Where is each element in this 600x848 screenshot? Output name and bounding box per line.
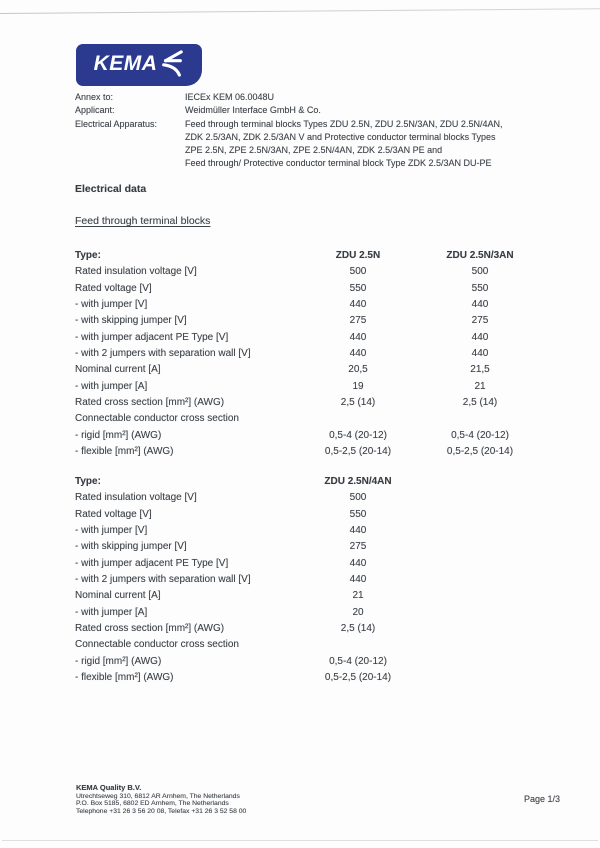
section-title: Electrical data [75,183,147,195]
electrical-data-table-2 [75,474,545,686]
header-row [75,131,502,144]
table-row [75,264,545,280]
table-row [75,248,545,264]
row-value-col1: 440 [349,348,367,360]
table-row [75,637,545,653]
row-value-col1: 0,5-4 (20-12) [329,429,387,441]
header-label [75,144,185,157]
row-value-col2 [419,637,541,653]
row-value-col2 [419,572,541,588]
row-value-col2 [419,654,541,670]
row-value-col2 [419,411,541,427]
header-value: Feed through terminal blocks Types ZDU 2.5N, ZDU 2.5N/3AN, ZDU 2.5N/4AN, [185,118,503,129]
footer-phone-line: Telephone +31 26 3 56 20 08, Telefax +31 26 3 52 58 00 [76,807,247,815]
row-value-col2: 440 [471,348,489,360]
table-row [75,507,545,523]
row-value-col2 [419,523,541,539]
table-row [75,330,545,346]
table-row [75,588,545,604]
row-value-col1: 275 [349,315,367,327]
header-value: ZPE 2.5N, ZPE 2.5N/3AN, ZPE 2.5N/4AN, ZDK 2.5/3AN PE and [185,145,443,156]
header-row [75,91,502,104]
row-value-col1: 440 [349,331,367,343]
row-label: Rated insulation voltage [V] [75,266,197,278]
row-value-col2: 440 [471,299,489,311]
row-value-col2 [419,490,541,506]
row-value-col2 [419,474,541,490]
header-value: Weidmüller Interface GmbH & Co. [185,105,321,116]
row-value-col1: 440 [349,574,367,586]
row-value-col2 [419,507,541,523]
row-value-col1: 19 [352,380,364,392]
row-label: Connectable conductor cross section [75,413,239,425]
row-label: - with 2 jumpers with separation wall [V] [75,348,251,360]
row-label: - with jumper adjacent PE Type [V] [75,557,229,569]
header-row [75,118,502,131]
row-value-col1 [297,411,419,427]
row-label: Rated voltage [V] [75,508,152,520]
header-value: Feed through/ Protective conductor terminal block Type ZDK 2.5/3AN DU-PE [185,158,492,169]
row-value-col1: 2,5 (14) [340,397,376,409]
row-value-col2 [419,539,541,555]
table-row [75,654,545,670]
row-value-col1 [297,637,419,653]
header-row [75,144,502,157]
row-label: - with skipping jumper [V] [75,541,187,553]
row-label: Type: [75,476,101,487]
row-value-col2: 0,5-4 (20-12) [451,429,509,441]
table-row [75,379,545,395]
row-value-col2: 0,5-2,5 (20-14) [446,446,514,458]
row-value-col1: 275 [349,541,367,553]
row-label: Rated cross section [mm²] (AWG) [75,623,225,635]
table-row [75,490,545,506]
row-value-col2: ZDU 2.5N/3AN [446,250,514,261]
kema-logo-text: KEMA [93,52,158,75]
row-value-col2: 21 [474,380,486,392]
row-value-col2 [419,670,541,686]
table-row [75,605,545,621]
table-row [75,428,545,444]
table-row [75,297,545,313]
table-row [75,556,545,572]
header-label: Electrical Apparatus: [75,118,158,129]
page-number: Page 1/3 [524,794,561,804]
table-row [75,444,545,460]
header-value: IECEx KEM 06.0048U [185,92,275,102]
header-value: ZDK 2.5/3AN, ZDK 2.5/3AN V and Protective conductor terminal blocks Types [185,131,496,142]
row-value-col1: 440 [349,557,367,569]
table-row [75,362,545,378]
row-label: Rated voltage [V] [75,282,152,294]
row-label: - rigid [mm²] (AWG) [75,429,162,441]
certificate-header [75,91,502,171]
row-value-col2: 2,5 (14) [462,397,498,409]
electrical-data-table-1 [75,248,545,460]
table-row [75,670,545,686]
row-value-col1: ZDU 2.5N [335,250,381,261]
header-label [75,157,185,170]
row-value-col1: 0,5-4 (20-12) [329,655,387,667]
table-row [75,474,545,490]
table-row [75,621,545,637]
row-value-col1: ZDU 2.5N/4AN [324,476,392,487]
row-label: Nominal current [A] [75,590,161,602]
row-label: - with skipping jumper [V] [75,315,187,327]
row-label: - flexible [mm²] (AWG) [75,672,174,684]
row-value-col1: 440 [349,525,367,537]
scan-edge-top [0,8,600,14]
table-row [75,313,545,329]
row-value-col1: 550 [349,282,367,294]
row-label: Rated cross section [mm²] (AWG) [75,397,225,409]
row-value-col1: 20,5 [348,364,368,376]
row-label: - rigid [mm²] (AWG) [75,655,162,667]
footer-address-line: Utrechtseweg 310, 6812 AR Arnhem, The Netherlands [76,792,240,800]
row-label: - with jumper [A] [75,380,148,392]
row-label: Type: [75,250,101,261]
row-label: - with jumper [V] [75,525,148,537]
row-value-col2: 550 [471,282,489,294]
row-value-col1: 500 [349,492,367,504]
row-label: - with jumper adjacent PE Type [V] [75,331,229,343]
row-value-col1: 440 [349,299,367,311]
header-label: Applicant: [75,105,115,116]
table-row [75,411,545,427]
kema-logo [76,44,202,86]
section-subtitle: Feed through terminal blocks [75,215,211,227]
row-value-col1: 0,5-2,5 (20-14) [324,446,392,458]
row-label: Connectable conductor cross section [75,639,239,651]
row-label: - with jumper [A] [75,606,148,618]
table-row [75,346,545,362]
row-value-col1: 20 [352,606,364,618]
header-label: Annex to: [75,92,114,102]
header-row [75,104,502,117]
table-row [75,395,545,411]
row-value-col2 [419,621,541,637]
row-value-col2: 21,5 [470,364,490,376]
table-row [75,281,545,297]
row-label: - with 2 jumpers with separation wall [V] [75,574,251,586]
kema-swoosh-icon [160,49,184,82]
table-row [75,572,545,588]
row-value-col2 [419,605,541,621]
footer-company: KEMA Quality B.V. [76,783,142,792]
row-value-col2: 440 [471,331,489,343]
row-value-col2 [419,556,541,572]
row-value-col1: 21 [352,590,364,602]
row-value-col2 [419,588,541,604]
row-value-col1: 2,5 (14) [340,623,376,635]
header-label [75,131,185,144]
table-row [75,523,545,539]
header-row [75,157,502,170]
scan-edge-bottom [2,840,598,841]
row-value-col2: 275 [471,315,489,327]
row-label: - with jumper [V] [75,299,148,311]
footer-address-block [76,784,246,815]
row-value-col1: 0,5-2,5 (20-14) [324,672,392,684]
row-label: - flexible [mm²] (AWG) [75,446,174,458]
row-label: Rated insulation voltage [V] [75,492,197,504]
table-row [75,539,545,555]
row-value-col1: 550 [349,508,367,520]
row-value-col2: 500 [471,266,489,278]
footer-address-line: P.O. Box 5185, 6802 ED Arnhem, The Netherlands [76,800,229,808]
row-label: Nominal current [A] [75,364,161,376]
row-value-col1: 500 [349,266,367,278]
